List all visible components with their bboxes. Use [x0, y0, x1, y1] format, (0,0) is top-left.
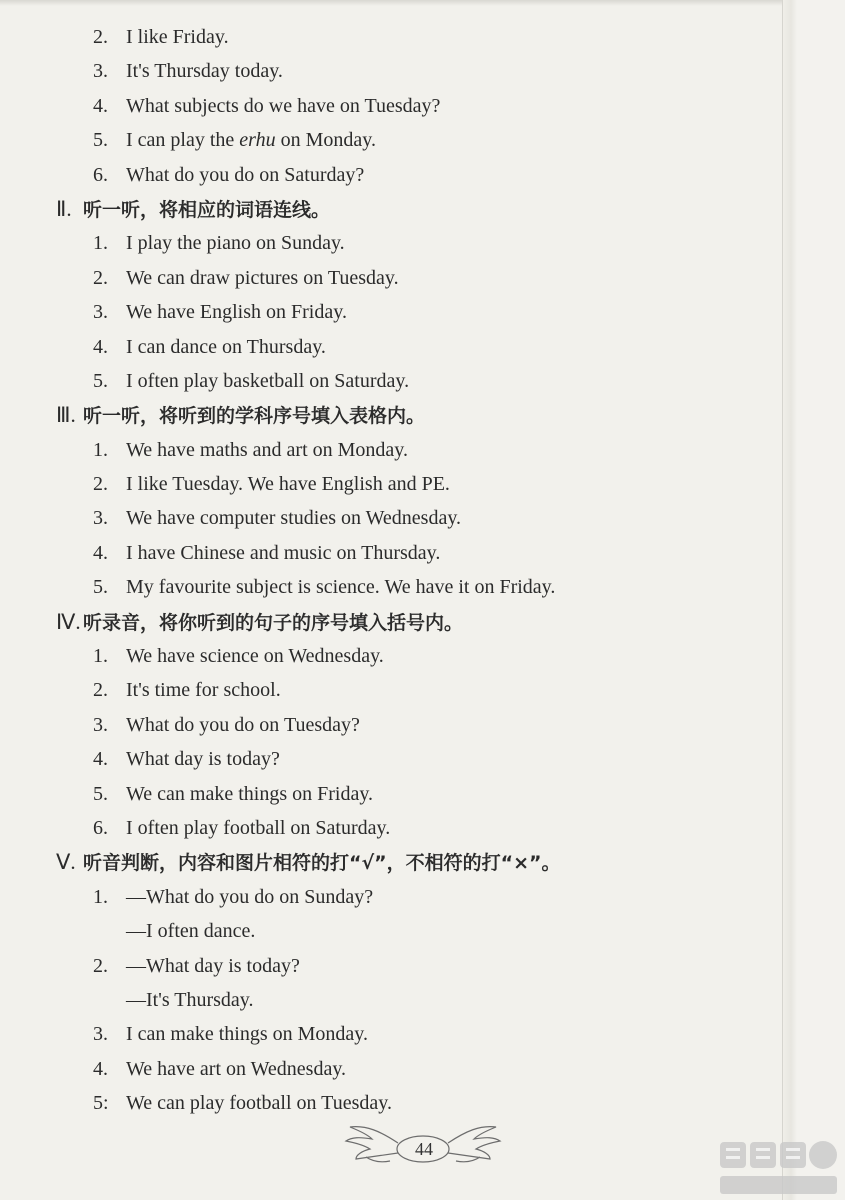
page-binding-edge	[782, 0, 845, 1200]
line-number: 2.	[93, 26, 108, 48]
line-number: 4.	[93, 335, 108, 358]
section-heading	[56, 398, 776, 432]
section-instruction: 听录音，将你听到的句子的序号填入括号内。	[83, 611, 464, 634]
line-text: We have maths and art on Monday.	[126, 438, 409, 461]
listening-script-text	[56, 20, 776, 1121]
script-line	[56, 536, 776, 570]
script-line	[56, 570, 776, 604]
line-text: —What do you do on Sunday?	[126, 885, 374, 908]
script-line	[56, 949, 776, 983]
line-number: 5:	[93, 1092, 109, 1115]
section-number: Ⅲ.	[56, 403, 76, 428]
line-number: 5.	[93, 576, 108, 599]
line-text: I play the piano on Sunday.	[126, 232, 345, 255]
line-text: We have art on Wednesday.	[126, 1057, 347, 1080]
script-line	[56, 880, 776, 914]
script-line	[56, 330, 776, 364]
dialogue-reply-line: —I often dance.	[126, 920, 256, 943]
script-line	[56, 364, 776, 398]
script-line	[56, 742, 776, 776]
line-number: 3.	[93, 1023, 108, 1046]
line-text: I can make things on Monday.	[126, 1023, 368, 1046]
line-text: I like Tuesday. We have English and PE.	[126, 473, 450, 496]
script-line	[56, 261, 776, 295]
line-number: 6.	[93, 163, 108, 186]
section-instruction: 听一听，将相应的词语连线。	[83, 198, 331, 221]
section-heading	[56, 845, 776, 879]
line-text: It's Thursday today.	[126, 60, 283, 83]
script-line	[56, 501, 776, 535]
line-text: I often play football on Saturday.	[126, 816, 391, 839]
line-text: My favourite subject is science. We have it on Friday.	[126, 576, 556, 599]
section-instruction: 听一听，将听到的学科序号填入表格内。	[83, 405, 426, 428]
script-line	[56, 673, 776, 707]
line-text: We have computer studies on Wednesday.	[126, 507, 462, 530]
line-number: 1.	[93, 438, 108, 461]
line-text: I have Chinese and music on Thursday.	[126, 541, 441, 564]
line-number: 5.	[93, 369, 108, 392]
line-number: 3.	[93, 301, 108, 324]
line-number: 3.	[93, 507, 108, 530]
section-number: Ⅱ.	[56, 196, 72, 221]
line-text: —What day is today?	[126, 954, 300, 977]
script-line	[56, 433, 776, 467]
line-text: We can draw pictures on Tuesday.	[126, 266, 399, 289]
line-number: 6.	[93, 816, 108, 839]
italic-word: erhu	[239, 129, 276, 152]
page-number: 44	[415, 1139, 433, 1159]
line-text: I can play the	[126, 129, 240, 152]
line-number: 4.	[93, 94, 108, 117]
line-number: 1.	[93, 885, 108, 908]
line-text: What subjects do we have on Tuesday?	[126, 94, 441, 117]
script-line	[56, 811, 776, 845]
line-number: 5.	[93, 129, 108, 152]
line-text: We have English on Friday.	[126, 301, 347, 324]
dialogue-reply-line: —It's Thursday.	[126, 988, 254, 1011]
script-line	[56, 1086, 776, 1120]
section-heading	[56, 192, 776, 226]
line-number: 3.	[93, 713, 108, 736]
line-text: It's time for school.	[126, 679, 281, 702]
line-number: 4.	[93, 748, 108, 771]
line-text-end: on Monday.	[275, 129, 376, 152]
script-line	[56, 54, 776, 88]
line-number: 2.	[93, 473, 108, 496]
section-number: Ⅳ.	[56, 609, 81, 634]
line-text: We can make things on Friday.	[126, 782, 374, 805]
script-line	[56, 467, 776, 501]
page-top-shadow	[0, 0, 845, 6]
line-number: 2.	[93, 954, 108, 977]
line-number: 4.	[93, 541, 108, 564]
line-number: 3.	[93, 60, 108, 83]
line-text: What day is today?	[126, 748, 280, 771]
line-text: I can dance on Thursday.	[126, 335, 326, 358]
line-text: We have science on Wednesday.	[126, 645, 384, 668]
line-number: 4.	[93, 1057, 108, 1080]
script-line	[56, 20, 776, 54]
watermark-logo-icon	[716, 1136, 841, 1198]
line-text: I often play basketball on Saturday.	[126, 369, 410, 392]
section-heading	[56, 605, 776, 639]
line-text: What do you do on Tuesday?	[126, 713, 360, 736]
line-text: We can play football on Tuesday.	[126, 1092, 392, 1115]
line-number: 1.	[93, 232, 108, 255]
section-instruction: 听音判断，内容和图片相符的打“√”，不相符的打“×”。	[83, 852, 561, 875]
line-number: 2.	[93, 679, 108, 702]
script-line	[56, 639, 776, 673]
line-number: 2.	[93, 266, 108, 289]
section-number: Ⅴ.	[56, 850, 76, 875]
script-line	[56, 226, 776, 260]
line-text: What do you do on Saturday?	[126, 163, 365, 186]
script-line	[56, 1052, 776, 1086]
script-line	[56, 295, 776, 329]
script-line	[56, 158, 776, 192]
script-line	[56, 123, 776, 157]
line-number: 5.	[93, 782, 108, 805]
script-line	[56, 708, 776, 742]
script-line	[56, 777, 776, 811]
line-text: I like Friday.	[126, 26, 229, 48]
script-line	[56, 1017, 776, 1051]
line-number: 1.	[93, 645, 108, 668]
script-line	[56, 89, 776, 123]
